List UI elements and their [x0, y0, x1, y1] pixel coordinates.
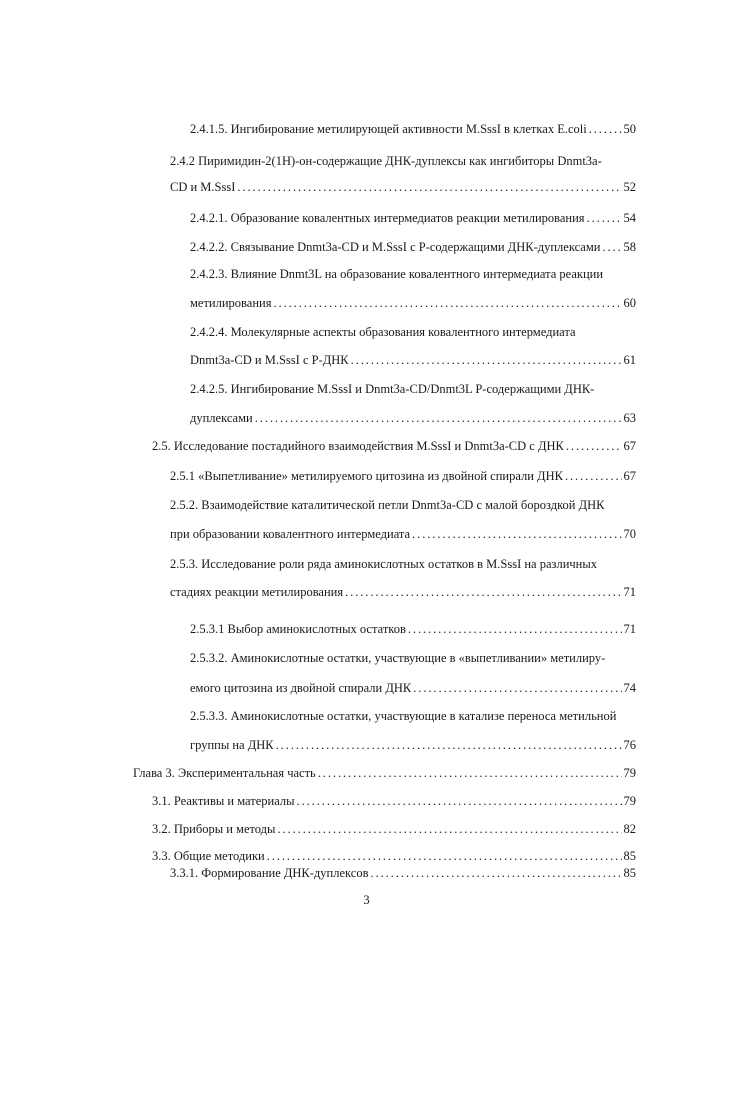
toc-entry-text: CD и M.SssI: [170, 180, 236, 194]
toc-entry-text: стадиях реакции метилирования: [170, 585, 344, 599]
toc-entry: [170, 526, 636, 542]
toc-entry-text: 2.5.2. Взаимодействие каталитической петли Dnmt3a-CD с малой бороздкой ДНК: [170, 498, 605, 512]
toc-entry-page: 74: [623, 681, 636, 695]
toc-entry-text: Глава 3. Экспериментальная часть: [133, 766, 316, 780]
toc-entry-page: 54: [623, 211, 636, 225]
toc-leader-dots: [297, 793, 622, 809]
toc-entry: [190, 621, 636, 637]
toc-entry-page: 76: [623, 738, 636, 752]
toc-entry: [170, 497, 636, 513]
toc-leader-dots: [318, 765, 622, 781]
toc-entry: [190, 121, 636, 137]
toc-entry-text: метилирования: [190, 296, 272, 310]
toc-entry-text: 2.4.2.5. Ингибирование M.SssI и Dnmt3a-CD/Dnmt3L P-содержащими ДНК-: [190, 382, 595, 396]
toc-entry-text: 2.5.1 «Выпетливание» метилируемого цитозина из двойной спирали ДНК: [170, 469, 563, 483]
toc-entry: [170, 153, 636, 169]
toc-leader-dots: [273, 295, 621, 311]
toc-leader-dots: [565, 468, 622, 484]
toc-entry: [190, 352, 636, 368]
toc-entry: [190, 708, 636, 724]
toc-entry-page: 85: [623, 849, 636, 863]
toc-entry-page: 58: [623, 240, 636, 254]
toc-leader-dots: [255, 410, 622, 426]
toc-leader-dots: [370, 865, 621, 881]
toc-entry-text: емого цитозина из двойной спирали ДНК: [190, 681, 412, 695]
toc-leader-dots: [276, 737, 622, 753]
toc-entry: [190, 324, 636, 340]
toc-entry: [190, 410, 636, 426]
toc-entry-text: 2.5.3. Исследование роли ряда аминокислотных остатков в M.SssI на различных: [170, 557, 598, 571]
toc-entry: [190, 295, 636, 311]
toc-entry-text: 2.4.2 Пиримидин-2(1H)-он-содержащие ДНК-дуплексы как ингибиторы Dnmt3a-: [170, 154, 602, 168]
toc-entry: [170, 179, 636, 195]
toc-entry-text: 2.5.3.2. Аминокислотные остатки, участвующие в «выпетливании» метилиру-: [190, 651, 606, 665]
toc-entry-text: группы на ДНК: [190, 738, 274, 752]
toc-entry-text: 2.5.3.1 Выбор аминокислотных остатков: [190, 622, 406, 636]
toc-entry-text: дуплексами: [190, 411, 253, 425]
toc-entry-text: 2.4.2.4. Молекулярные аспекты образования ковалентного интермедиата: [190, 325, 576, 339]
toc-entry: [190, 381, 636, 397]
toc-leader-dots: [589, 121, 622, 137]
toc-leader-dots: [345, 584, 621, 600]
toc-entry-page: 82: [623, 822, 636, 836]
toc-leader-dots: [408, 621, 622, 637]
toc-entry: [133, 765, 636, 781]
toc-leader-dots: [351, 352, 622, 368]
toc-entry-text: 3.1. Реактивы и материалы: [152, 794, 295, 808]
toc-entry-text: 2.5.3.3. Аминокислотные остатки, участвующие в катализе переноса метильной: [190, 709, 617, 723]
toc-leader-dots: [566, 438, 622, 454]
toc-entry: [170, 556, 636, 572]
toc-entry-text: при образовании ковалентного интермедиата: [170, 527, 411, 541]
toc-entry: [152, 848, 636, 864]
toc-entry-text: 2.4.2.3. Влияние Dnmt3L на образование ковалентного интермедиата реакции: [190, 267, 604, 281]
toc-leader-dots: [277, 821, 621, 837]
toc-leader-dots: [267, 848, 622, 864]
toc-entry-page: 70: [623, 527, 636, 541]
toc-entry-page: 71: [623, 622, 636, 636]
toc-entry-page: 50: [623, 122, 636, 136]
toc-entry-page: 67: [623, 469, 636, 483]
toc-entry-text: 2.4.1.5. Ингибирование метилирующей активности M.SssI в клетках E.coli: [190, 122, 587, 136]
toc-entry-page: 52: [623, 180, 636, 194]
toc-entry: [190, 239, 636, 255]
toc-leader-dots: [237, 179, 621, 195]
toc-entry-page: 71: [623, 585, 636, 599]
toc-entry: [190, 266, 636, 282]
toc-entry: [190, 210, 636, 226]
toc-entry: [190, 680, 636, 696]
toc-entry: [152, 821, 636, 837]
toc-entry-text: 2.5. Исследование постадийного взаимодействия M.SssI и Dnmt3a-CD с ДНК: [152, 439, 564, 453]
toc-entry-page: 61: [623, 353, 636, 367]
toc-entry: [152, 793, 636, 809]
toc-entry-page: 63: [623, 411, 636, 425]
toc-entry: [170, 468, 636, 484]
toc-entry-text: Dnmt3a-CD и M.SssI с P-ДНК: [190, 353, 349, 367]
toc-entry-page: 67: [623, 439, 636, 453]
toc-entry: [152, 438, 636, 454]
toc-entry-page: 79: [623, 794, 636, 808]
toc-entry-text: 3.2. Приборы и методы: [152, 822, 276, 836]
toc-leader-dots: [413, 680, 621, 696]
toc-entry: [170, 584, 636, 600]
page-number: 3: [363, 893, 370, 907]
toc-entry-page: 79: [623, 766, 636, 780]
toc-leader-dots: [602, 239, 621, 255]
toc-entry-text: 3.3.1. Формирование ДНК-дуплексов: [170, 866, 369, 880]
toc-entry-text: 2.4.2.2. Связывание Dnmt3a-CD и M.SssI с P-содержащими ДНК-дуплексами: [190, 240, 601, 254]
toc-entry-page: 85: [623, 866, 636, 880]
toc-entry: [190, 650, 636, 666]
toc-entry: [170, 865, 636, 881]
toc-entry-page: 60: [623, 296, 636, 310]
toc-leader-dots: [412, 526, 621, 542]
toc-entry: [190, 737, 636, 753]
toc-entry-text: 2.4.2.1. Образование ковалентных интермедиатов реакции метилирования: [190, 211, 585, 225]
toc-entry-text: 3.3. Общие методики: [152, 849, 265, 863]
toc-leader-dots: [587, 210, 622, 226]
